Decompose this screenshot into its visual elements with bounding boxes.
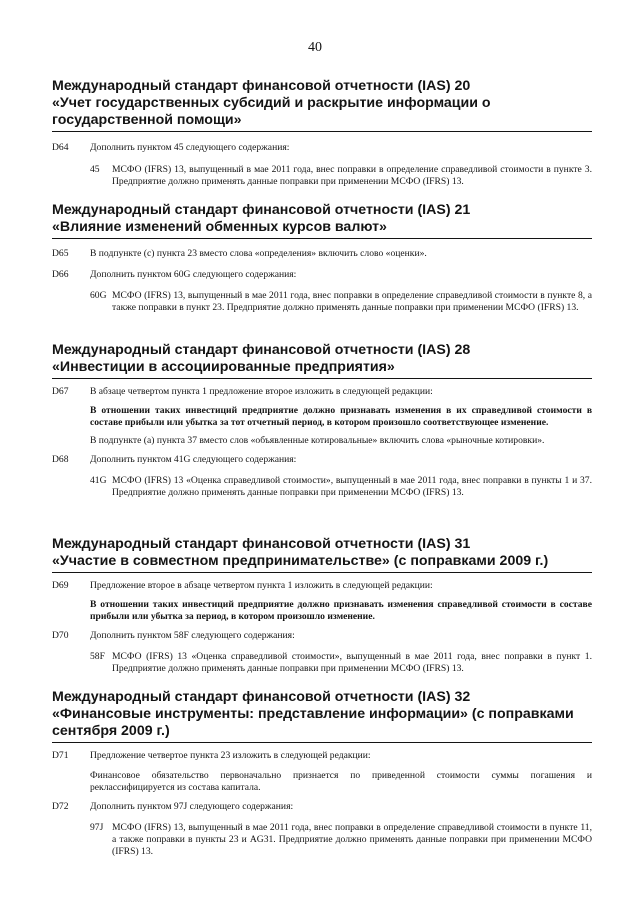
amendment-instruction [52,801,592,813]
amendment-code: D65 [52,248,69,259]
instruction-text: Дополнить пунктом 60G следующего содержания: [90,269,297,280]
instruction-text: Дополнить пунктом 41G следующего содержания: [90,454,297,465]
section-heading [52,536,592,573]
instruction-text: В абзаце четвертом пункта 1 предложение второе изложить в следующей редакции: [90,386,433,397]
paragraph-text: МСФО (IFRS) 13 «Оценка справедливой стоимости», выпущенный в мае 2011 года, внес поправки в пункт 1. Предприятие должно применять данные поправки при применении МСФО (IFRS) 13. [112,651,592,674]
instruction-text: В подпункте (с) пункта 23 вместо слова «определения» включить слово «оценки». [90,248,427,259]
heading-line: Международный стандарт финансовой отчетности (IAS) 31 [52,536,471,552]
paragraph-text: МСФО (IFRS) 13, выпущенный в мае 2011 года, внес поправки в определение справедливой стоимости в пункте 11, а также поправки в пункты 23 и AG31. Предприятие должно применять данные поправки при применении МСФО (IFRS) 13. [112,822,592,857]
section-ias-20 [52,78,592,188]
paragraph-text: МСФО (IFRS) 13 «Оценка справедливой стоимости», выпущенный в мае 2011 года, внес поправки в пункты 1 и 37. Предприятие должно применять данные поправки при применении МСФО (IFRS) 13. [112,475,592,498]
amendment-code: D66 [52,269,69,280]
amendment-instruction [52,248,592,260]
amendment-code: D67 [52,386,69,397]
paragraph-text: МСФО (IFRS) 13, выпущенный в мае 2011 года, внес поправки в определение справедливой стоимости в пункте 3. Предприятие должно применять данные поправки при применении МСФО (IFRS) 13. [112,164,592,187]
amendment-code: D69 [52,580,69,591]
paragraph-number: 41G [90,475,107,486]
instruction-text: Дополнить пунктом 97J следующего содержания: [90,801,294,812]
section-ias-32 [52,689,592,858]
amendment-instruction [52,142,592,154]
amendment-instruction [52,630,592,642]
amendment-code: D70 [52,630,69,641]
heading-line: «Влияние изменений обменных курсов валют» [52,219,387,235]
new-wording-text: В отношении таких инвестиций предприятие должно признавать изменения справедливой стоимости в составе прибыли или убытка за период, в котором произошло изменение. [90,599,592,622]
section-heading [52,689,592,743]
heading-line: государственной помощи» [52,112,242,128]
heading-line: «Инвестиции в ассоциированные предприятия» [52,359,395,375]
instruction-text: Дополнить пунктом 58F следующего содержания: [90,630,295,641]
new-paragraph [90,651,592,675]
heading-line: Международный стандарт финансовой отчетности (IAS) 20 [52,78,471,94]
new-paragraph [90,290,592,314]
amendment-instruction [52,580,592,592]
amendment-code: D72 [52,801,69,812]
heading-line: «Финансовые инструменты: представление информации» (с поправками [52,706,574,722]
instruction-text: Предложение второе в абзаце четвертом пункта 1 изложить в следующей редакции: [90,580,433,591]
new-wording-text: В отношении таких инвестиций предприятие должно признавать изменения в их справедливой стоимости в составе прибыли или убытка за тот отчетный период, в котором произошло соответствующее изменение. [90,405,592,428]
paragraph-text: МСФО (IFRS) 13, выпущенный в мае 2011 года, внес поправки в определение справедливой стоимости в пункте 8, а также поправки в пункт 23. Предприятие должно применять данные поправки при применении МСФО (IFRS) 13. [112,290,592,313]
paragraph-number: 97J [90,822,104,833]
amendment-instruction [52,750,592,762]
new-wording-text: Финансовое обязательство первоначально признается по приведенной стоимости суммы погашения и реклассифицируется из состава капитала. [90,770,592,793]
section-heading [52,342,592,379]
paragraph-number: 58F [90,651,105,662]
section-heading [52,78,592,132]
new-paragraph [90,822,592,858]
section-ias-31 [52,536,592,675]
section-ias-28 [52,342,592,499]
heading-line: Международный стандарт финансовой отчетности (IAS) 28 [52,342,471,358]
amendment-code: D64 [52,142,69,153]
section-heading [52,202,592,239]
page-number: 40 [308,40,322,55]
paragraph-number: 45 [90,164,100,175]
new-paragraph [90,164,592,188]
amendment-code: D68 [52,454,69,465]
heading-line: сентября 2009 г.) [52,723,170,739]
amendment-instruction [52,386,592,398]
amendment-instruction [52,269,592,281]
paragraph-number: 60G [90,290,107,301]
amendment-instruction [52,454,592,466]
new-paragraph [90,475,592,499]
instruction-text: В подпункте (а) пункта 37 вместо слов «объявленные котировальные» включить слова «рыночные котировки». [90,435,545,446]
instruction-text: Предложение четвертое пункта 23 изложить в следующей редакции: [90,750,371,761]
heading-line: Международный стандарт финансовой отчетности (IAS) 32 [52,689,471,705]
heading-line: Международный стандарт финансовой отчетности (IAS) 21 [52,202,471,218]
instruction-text: Дополнить пунктом 45 следующего содержания: [90,142,290,153]
heading-line: «Участие в совместном предпринимательстве» (с поправками 2009 г.) [52,553,549,569]
heading-line: «Учет государственных субсидий и раскрытие информации о [52,95,491,111]
amendment-code: D71 [52,750,69,761]
section-ias-21 [52,202,592,314]
